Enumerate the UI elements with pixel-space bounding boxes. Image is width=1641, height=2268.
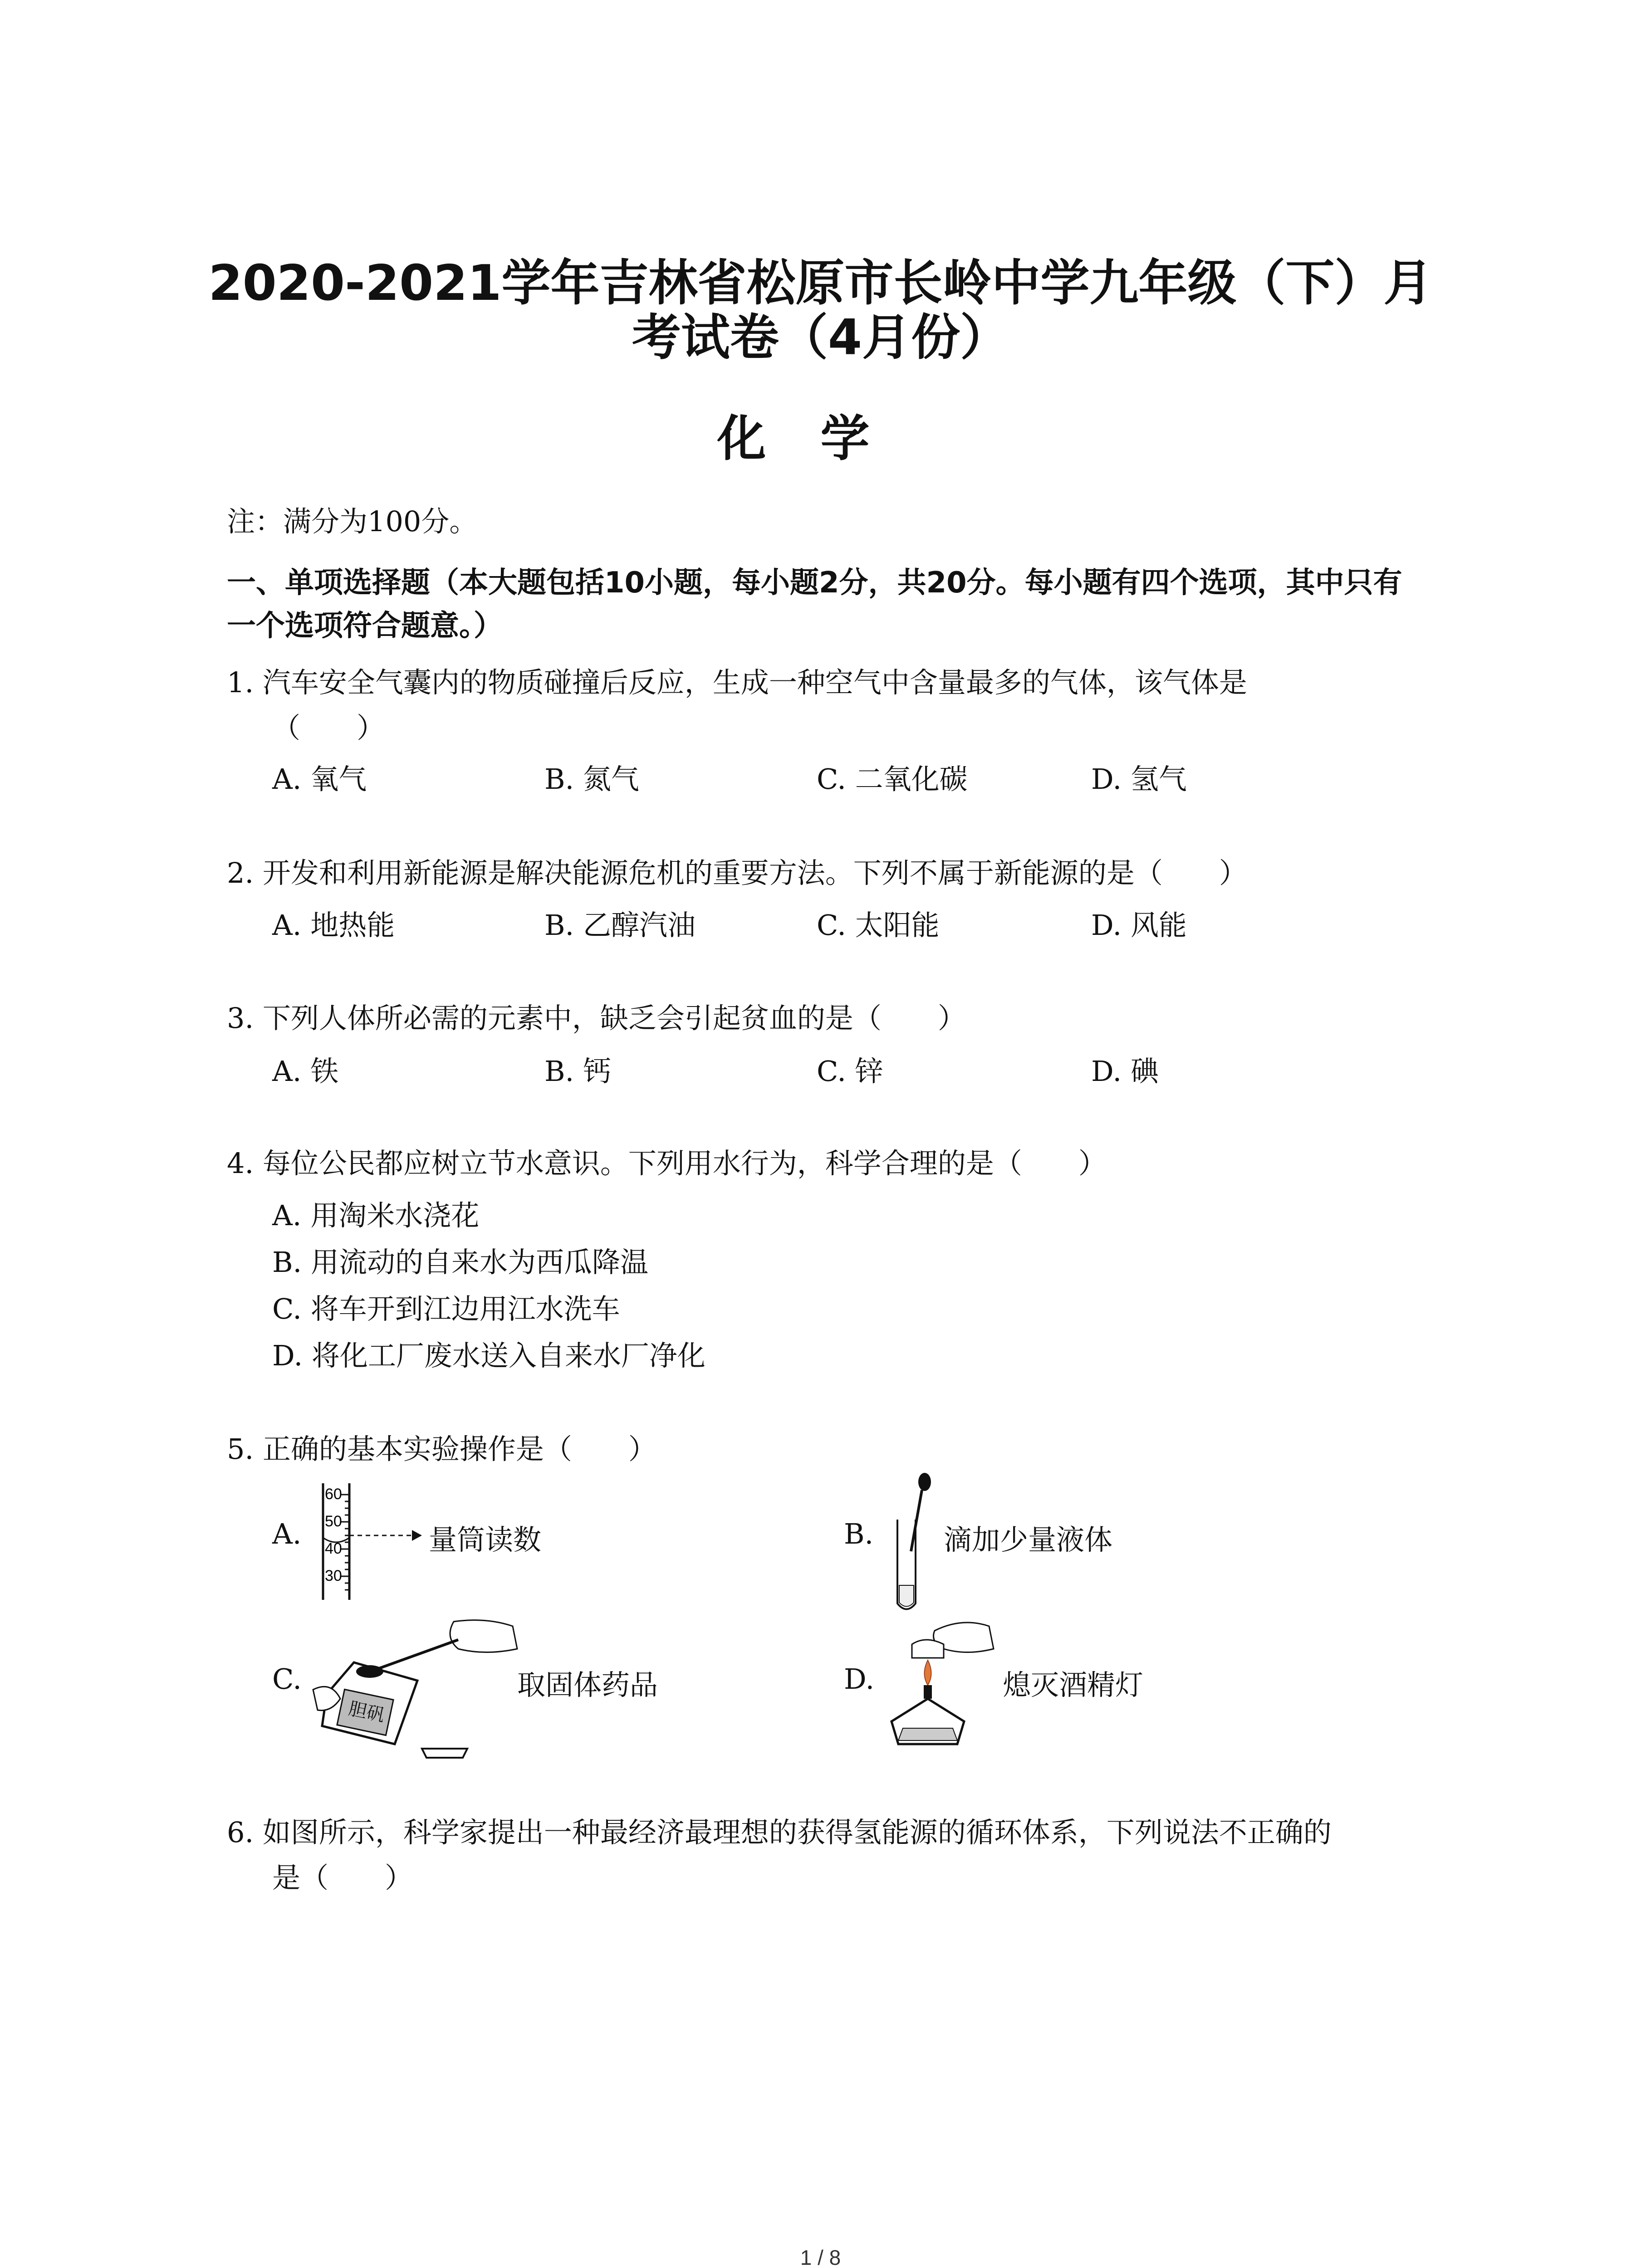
bottle-label: 胆矾 (347, 1698, 387, 1726)
exam-title-line1: 2020-2021学年吉林省松原市长岭中学九年级（下）月 (208, 255, 1433, 312)
question-3-option-b: B. 钙 (544, 1055, 611, 1088)
question-5-stem: 5. 正确的基本实验操作是（ ） (227, 1432, 656, 1466)
question-6-stem-line2: 是（ ） (272, 1861, 413, 1894)
question-2-option-d: D. 风能 (1091, 909, 1187, 942)
question-3-option-c: C. 锌 (817, 1055, 883, 1088)
question-1-option-a: A. 氧气 (272, 763, 367, 796)
cylinder-scale-40: 40 (325, 1540, 342, 1557)
alcohol-lamp-figure (885, 1613, 1021, 1753)
question-1-stem-blank: （ ） (272, 711, 385, 744)
question-2-option-a: A. 地热能 (272, 909, 395, 942)
question-5-option-a-letter: A. (272, 1517, 302, 1550)
question-5-option-c-caption: 取固体药品 (517, 1668, 658, 1701)
question-3-option-a: A. 铁 (272, 1055, 339, 1088)
section-heading-line1: 一、单项选择题（本大题包括10小题，每小题2分，共20分。每小题有四个选项，其中只有 (227, 566, 1402, 600)
question-3-option-d: D. 碘 (1091, 1055, 1159, 1088)
question-5-option-d-letter: D. (844, 1662, 875, 1696)
dropper-test-tube-figure (880, 1472, 953, 1617)
solid-reagent-figure (313, 1613, 526, 1758)
question-5-option-a-caption: 量筒读数 (429, 1523, 542, 1556)
question-5-option-b-caption: 滴加少量液体 (944, 1523, 1113, 1556)
question-3-stem: 3. 下列人体所必需的元素中，缺乏会引起贫血的是（ ） (227, 1002, 966, 1035)
question-1-option-d: D. 氢气 (1091, 763, 1187, 796)
question-1-option-c: C. 二氧化碳 (817, 763, 968, 796)
question-2-stem: 2. 开发和利用新能源是解决能源危机的重要方法。下列不属于新能源的是（ ） (227, 856, 1247, 890)
question-4-option-c: C. 将车开到江边用江水洗车 (272, 1292, 620, 1325)
exam-title-line2: 考试卷（4月份） (632, 309, 1009, 366)
question-4-stem: 4. 每位公民都应树立节水意识。下列用水行为，科学合理的是（ ） (227, 1147, 1107, 1180)
question-1-stem: 1. 汽车安全气囊内的物质碰撞后反应，生成一种空气中含量最多的气体，该气体是 (227, 666, 1247, 699)
question-5-option-c-letter: C. (272, 1662, 302, 1696)
cylinder-scale-30: 30 (325, 1567, 342, 1584)
subject-title: 化学 (717, 411, 924, 467)
question-4-option-a: A. 用淘米水浇花 (272, 1199, 480, 1232)
graduated-cylinder-figure (313, 1481, 440, 1603)
question-5-option-d-caption: 熄灭酒精灯 (1003, 1668, 1144, 1701)
question-4-option-d: D. 将化工厂废水送入自来水厂净化 (272, 1339, 705, 1372)
question-4-option-b: B. 用流动的自来水为西瓜降温 (272, 1246, 648, 1279)
question-5-option-b-letter: B. (844, 1517, 874, 1550)
question-1-option-b: B. 氮气 (544, 763, 639, 796)
question-6-stem: 6. 如图所示，科学家提出一种最经济最理想的获得氢能源的循环体系，下列说法不正确的 (227, 1816, 1332, 1849)
page-number: 1 / 8 (800, 2246, 841, 2268)
question-2-option-c: C. 太阳能 (817, 909, 940, 942)
cylinder-scale-60: 60 (325, 1486, 342, 1503)
section-heading-line2: 一个选项符合题意。） (227, 609, 503, 643)
cylinder-scale-50: 50 (325, 1513, 342, 1530)
score-note: 注：满分为100分。 (227, 505, 478, 538)
question-2-option-b: B. 乙醇汽油 (544, 909, 696, 942)
